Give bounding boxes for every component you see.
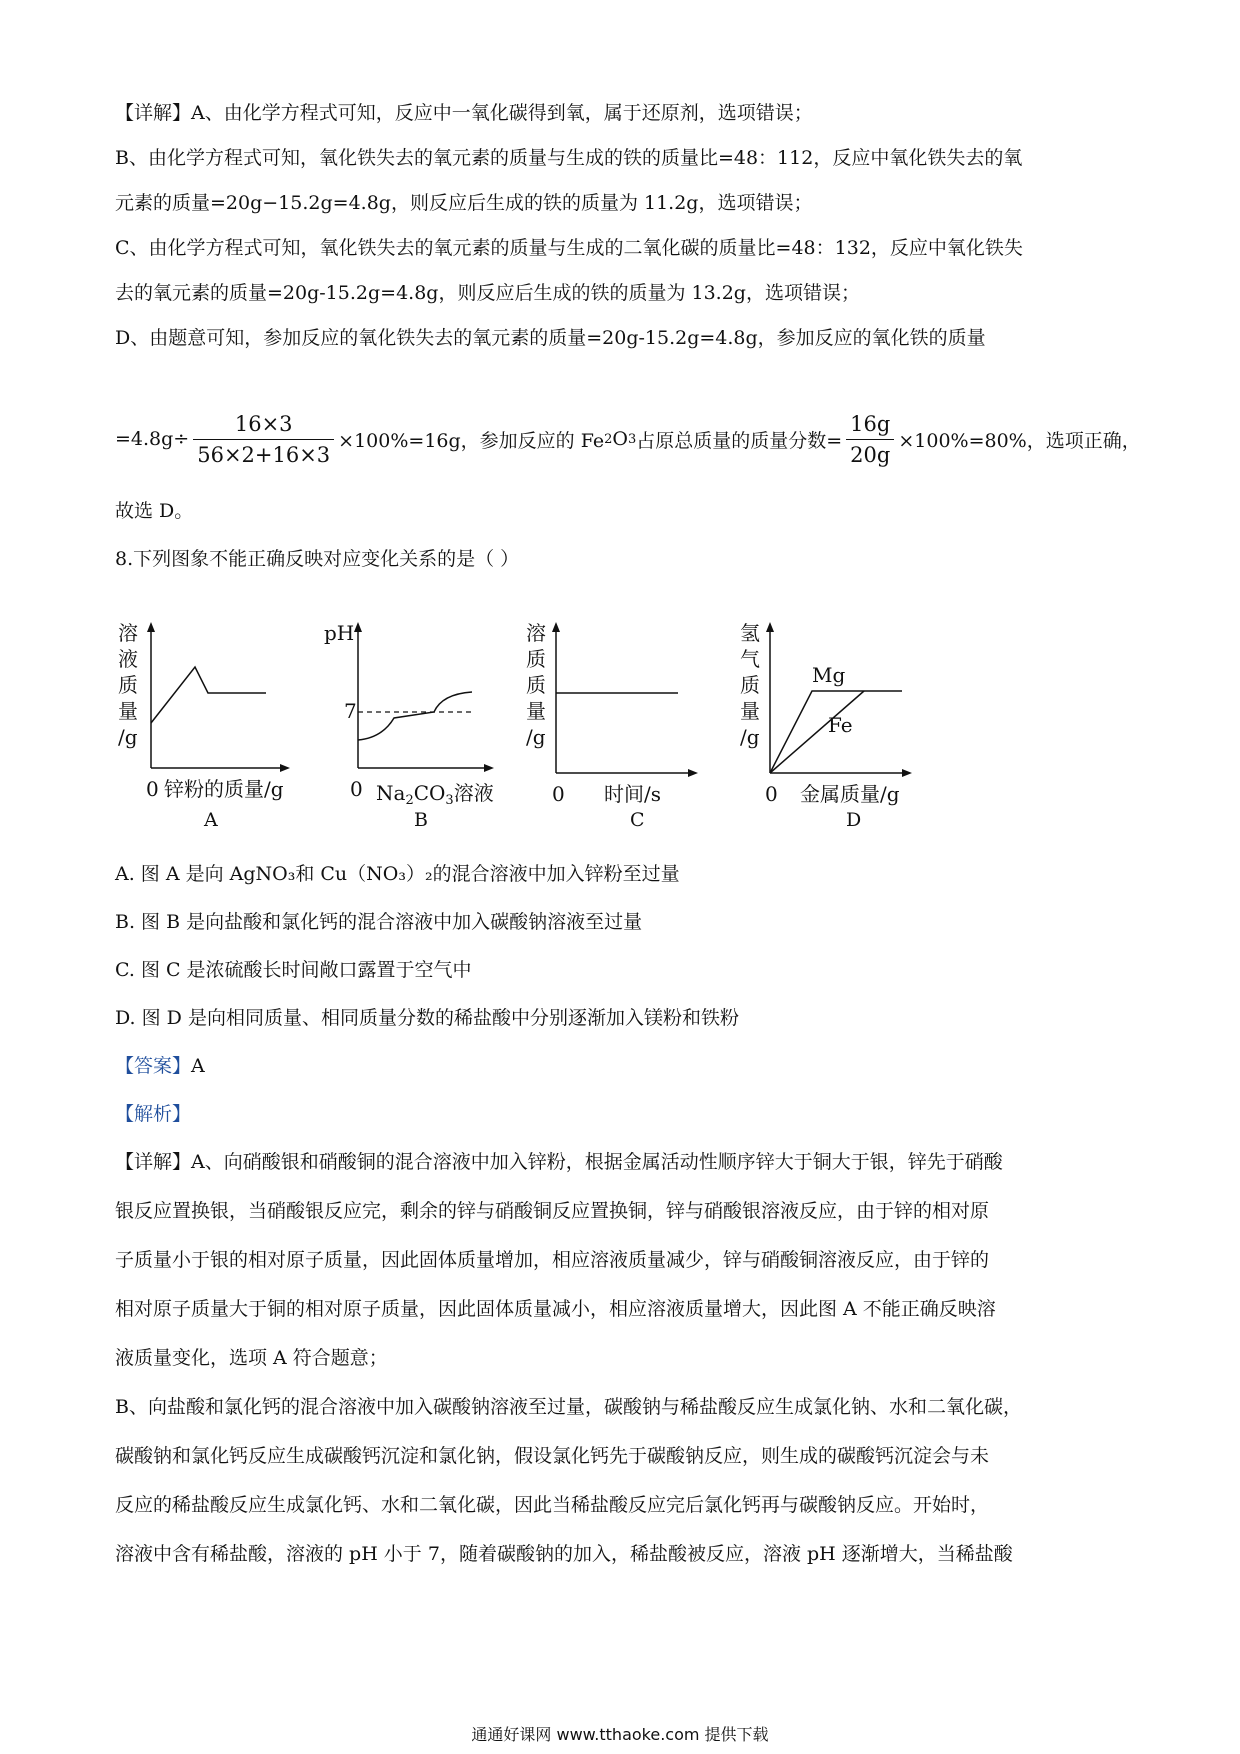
- svg-text:质: 质: [526, 647, 546, 671]
- detail2-line-1: 【详解】A、向硝酸银和硝酸铜的混合溶液中加入锌粉，根据金属活动性顺序锌大于铜大于银，锌先于硝酸: [115, 1151, 1003, 1173]
- graph-a-origin: 0: [146, 777, 159, 801]
- graph-d-xlabel: 金属质量/g: [800, 782, 900, 806]
- graph-c-origin: 0: [552, 782, 565, 806]
- option-b: B. 图 B 是向盐酸和氯化钙的混合溶液中加入碳酸钠溶液至过量: [115, 911, 643, 933]
- graph-a: [118, 618, 298, 833]
- graph-b-caption: B: [414, 809, 428, 831]
- graph-c: [526, 618, 706, 833]
- detail-line-6: D、由题意可知，参加反应的氧化铁失去的氧元素的质量=20g-15.2g=4.8g，参加反应的氧化铁的质量: [115, 327, 986, 349]
- option-c: C. 图 C 是浓硫酸长时间敞口露置于空气中: [115, 959, 472, 981]
- graph-b-xlabel: $Na_2CO_3$溶液: [376, 781, 494, 808]
- detail-line-1: 【详解】A、由化学方程式可知，反应中一氧化碳得到氧，属于还原剂，选项错误；: [115, 102, 813, 124]
- svg-text:液: 液: [118, 647, 138, 671]
- detail-line-5: 去的氧元素的质量=20g-15.2g=4.8g，则反应后生成的铁的质量为 13.2g，选项错误；: [115, 282, 860, 304]
- svg-text:/g: /g: [526, 725, 546, 749]
- option-a: A. 图 A 是向 AgNO₃和 Cu（NO₃）₂的混合溶液中加入锌粉至过量: [115, 863, 680, 885]
- svg-text:氢: 氢: [740, 621, 760, 645]
- page-footer: 通通好课网 www.tthaoke.com 提供下载: [471, 1725, 769, 1744]
- graph-a-ylabel: [118, 621, 138, 749]
- answer-line: 【答案】A: [115, 1055, 205, 1077]
- graph-d: [740, 618, 920, 833]
- graph-c-caption: C: [630, 809, 645, 831]
- graph-a-xlabel: 锌粉的质量/g: [164, 777, 284, 801]
- detail2-line-7: 碳酸钠和氯化钙反应生成碳酸钙沉淀和氯化钠，假设氯化钙先于碳酸钠反应，则生成的碳酸钙沉淀会与未: [115, 1445, 990, 1467]
- svg-text:量: 量: [118, 699, 138, 723]
- detail2-line-4: 相对原子质量大于铜的相对原子质量，因此固体质量减小，相应溶液质量增大，因此图 A 不能正确反映溶: [115, 1298, 996, 1320]
- detail-line-4: C、由化学方程式可知，氧化铁失去的氧元素的质量与生成的二氧化碳的质量比=48：132，反应中氧化铁失: [115, 237, 1023, 259]
- svg-text:溶: 溶: [118, 621, 138, 645]
- fraction-oxygen-ratio: $\frac{16\times 3}{56\times 2+16\times 3}$: [193, 412, 334, 467]
- analysis-heading: 【解析】: [115, 1103, 192, 1125]
- question-8: 8.下列图象不能正确反映对应变化关系的是（ ）: [115, 548, 520, 570]
- graph-c-ylabel: [526, 621, 546, 749]
- svg-text:质: 质: [740, 673, 760, 697]
- detail2-line-6: B、向盐酸和氯化钙的混合溶液中加入碳酸钠溶液至过量，碳酸钠与稀盐酸反应生成氯化钠、水和二氧化碳，: [115, 1396, 1022, 1418]
- svg-text:量: 量: [526, 699, 546, 723]
- graph-b-origin: 0: [350, 777, 363, 801]
- detail2-line-3: 子质量小于银的相对原子质量，因此固体质量增加，相应溶液质量减少，锌与硝酸铜溶液反应，由于锌的: [115, 1249, 990, 1271]
- graph-b-ylabel: pH: [324, 621, 355, 645]
- detail2-line-2: 银反应置换银，当硝酸银反应完，剩余的锌与硝酸铜反应置换铜，锌与硝酸银溶液反应，由于锌的相对原: [115, 1200, 990, 1222]
- svg-text:质: 质: [526, 673, 546, 697]
- svg-text:/g: /g: [118, 725, 138, 749]
- detail-bracket: 【详解】: [115, 102, 192, 124]
- svg-text:量: 量: [740, 699, 760, 723]
- svg-text:/g: /g: [740, 725, 760, 749]
- option-d: D. 图 D 是向相同质量、相同质量分数的稀盐酸中分别逐渐加入镁粉和铁粉: [115, 1007, 739, 1029]
- graph-a-caption: A: [204, 809, 218, 831]
- detail2-line-5: 液质量变化，选项 A 符合题意；: [115, 1347, 388, 1369]
- detail2-line-9: 溶液中含有稀盐酸，溶液的 pH 小于 7，随着碳酸钠的加入，稀盐酸被反应，溶液 pH 逐渐增大，当稀盐酸: [115, 1543, 1013, 1565]
- graph-a-curve: [151, 667, 266, 723]
- graph-b-curve: [358, 692, 472, 740]
- detail-line-2: B、由化学方程式可知，氧化铁失去的氧元素的质量与生成的铁的质量比=48：112，反应中氧化铁失去的氧: [115, 147, 1023, 169]
- graph-d-fe-label: Fe: [828, 713, 853, 737]
- graph-b: [322, 618, 502, 833]
- graph-c-xlabel: 时间/s: [604, 782, 662, 806]
- graph-d-caption: D: [846, 809, 862, 831]
- svg-text:气: 气: [740, 647, 760, 671]
- svg-text:质: 质: [118, 673, 138, 697]
- graph-d-ylabel: [740, 621, 760, 749]
- equation-line: =4.8g÷ $\frac{16\times 3}{56\times 2+16\times 3}$ ×100%=16g，参加反应的 Fe 2 O 3 占原总质量的质量分数= $\frac{16g}{20g}$ ×100%=80%，选项正确，: [115, 411, 1141, 467]
- detail-line-3: 元素的质量=20g−15.2g=4.8g，则反应后生成的铁的质量为 11.2g，选项错误；: [115, 192, 813, 214]
- fraction-mass-percent: $\frac{16g}{20g}$: [846, 412, 894, 467]
- detail2-line-8: 反应的稀盐酸反应生成氯化钙、水和二氧化碳，因此当稀盐酸反应完后氯化钙再与碳酸钠反应。开始时，: [115, 1494, 990, 1516]
- graph-d-origin: 0: [765, 782, 778, 806]
- conclusion-line: 故选 D。: [115, 500, 194, 522]
- graph-d-mg-label: Mg: [812, 663, 846, 687]
- graph-b-tick-7: 7: [344, 699, 357, 723]
- svg-text:溶: 溶: [526, 621, 546, 645]
